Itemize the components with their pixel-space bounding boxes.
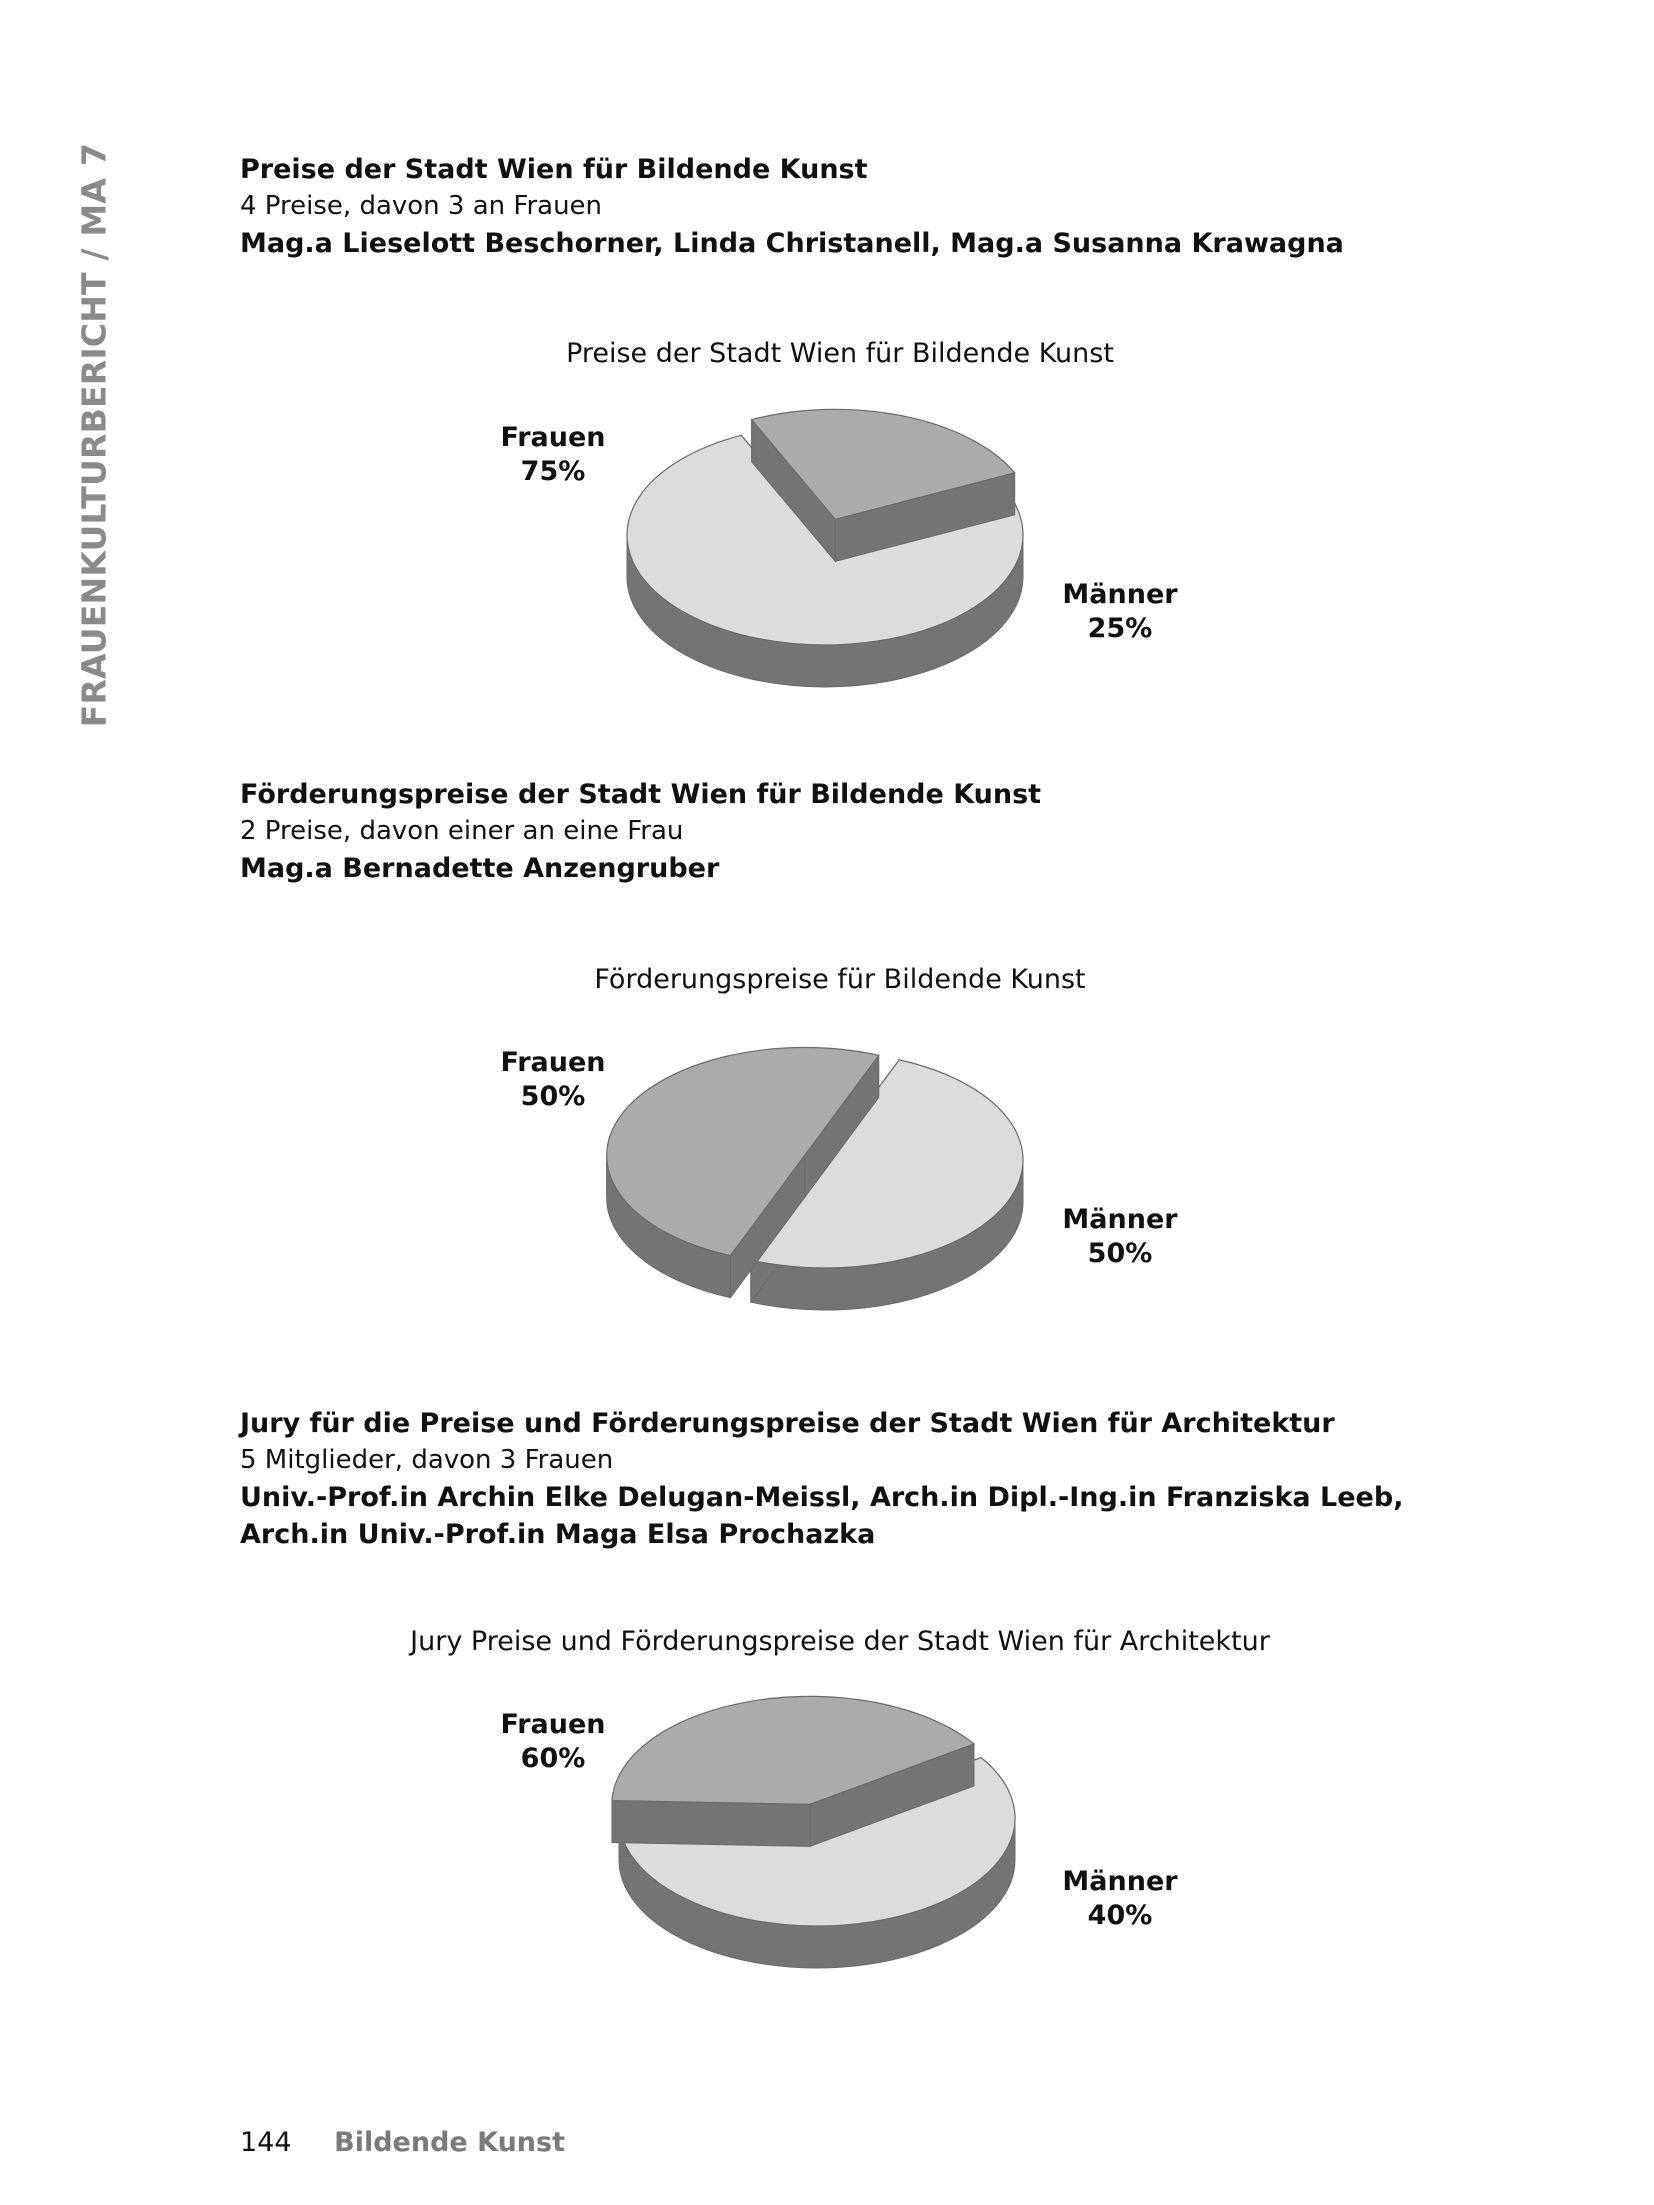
legend-label-frauen: [473, 1708, 633, 1776]
label-name: Frauen: [500, 422, 606, 453]
section-names: Univ.-Prof.in Archin Elke Delugan-Meissl, Arch.in Dipl.-Ing.in Franziska Leeb, Arch.in Univ.-Prof.in Maga Elsa Prochazka: [240, 1482, 1404, 1550]
section-title: Jury für die Preise und Förderungspreise der Stadt Wien für Architektur: [240, 1408, 1335, 1439]
label-name: Männer: [1062, 1866, 1178, 1897]
section-count: 2 Preise, davon einer an eine Frau: [240, 816, 684, 846]
running-header-vertical: FRAUENKULTURBERICHT / MA 7: [74, 143, 114, 728]
label-percent: 40%: [1087, 1900, 1153, 1931]
page-number: 144: [240, 2127, 292, 2158]
pie-chart: [0, 1010, 1654, 1388]
legend-label-frauen: [473, 421, 633, 489]
pie-chart: [0, 1670, 1654, 2048]
section-names: Mag.a Bernadette Anzengruber: [240, 853, 720, 884]
chart-title: Förderungspreise für Bildende Kunst: [594, 964, 1086, 995]
section-foerderungspreise-bildende-kunst: [240, 776, 1440, 887]
label-percent: 75%: [520, 456, 586, 487]
legend-label-maenner: [1040, 1203, 1200, 1271]
chart-title: Jury Preise und Förderungspreise der Stadt Wien für Architektur: [410, 1626, 1270, 1657]
label-name: Frauen: [500, 1047, 606, 1078]
label-percent: 50%: [1087, 1238, 1153, 1269]
legend-label-frauen: [473, 1046, 633, 1114]
label-name: Männer: [1062, 579, 1178, 610]
section-title: Förderungspreise der Stadt Wien für Bildende Kunst: [240, 779, 1042, 810]
label-name: Männer: [1062, 1204, 1178, 1235]
label-percent: 25%: [1087, 613, 1153, 644]
label-name: Frauen: [500, 1709, 606, 1740]
section-jury-architektur: [240, 1405, 1440, 1553]
section-count: 5 Mitglieder, davon 3 Frauen: [240, 1445, 614, 1475]
chart-title: Preise der Stadt Wien für Bildende Kunst: [566, 338, 1114, 369]
footer-section-name: Bildende Kunst: [334, 2127, 565, 2158]
section-title: Preise der Stadt Wien für Bildende Kunst: [240, 154, 868, 185]
section-names: Mag.a Lieselott Beschorner, Linda Christanell, Mag.a Susanna Krawagna: [240, 228, 1344, 259]
page-footer: [240, 2126, 565, 2160]
legend-label-maenner: [1040, 1865, 1200, 1933]
pie-chart: [0, 380, 1654, 762]
legend-label-maenner: [1040, 578, 1200, 646]
section-count: 4 Preise, davon 3 an Frauen: [240, 191, 603, 221]
section-preise-bildende-kunst: [240, 151, 1440, 262]
label-percent: 50%: [520, 1081, 586, 1112]
label-percent: 60%: [520, 1743, 586, 1774]
